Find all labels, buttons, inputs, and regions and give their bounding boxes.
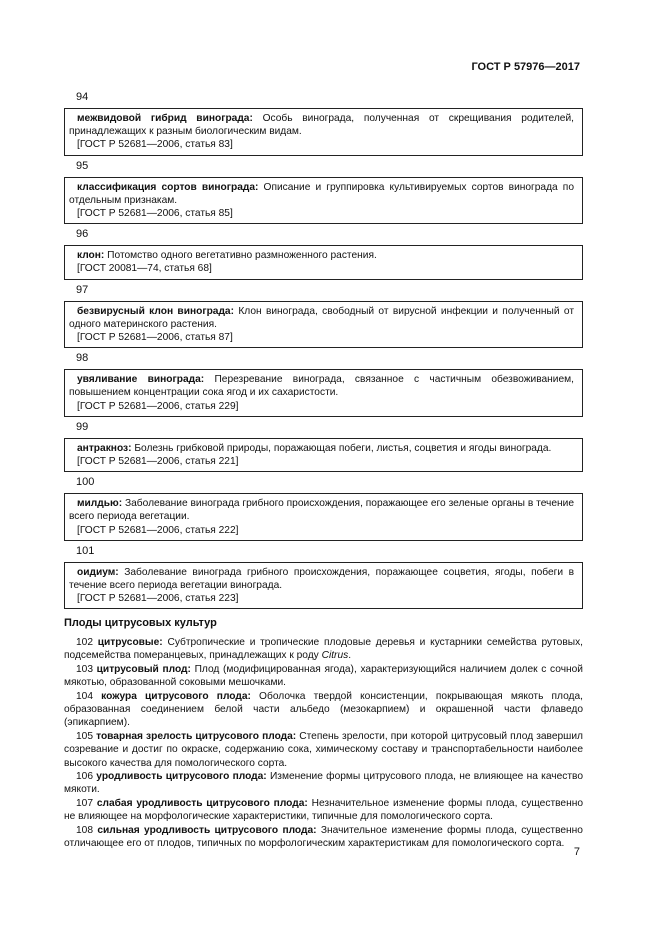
entry-definition: Описание и группировка культивируемых сортов винограда по отдельным признакам. [69, 181, 574, 206]
term-entry [64, 475, 583, 541]
term-entries [64, 90, 583, 612]
entry-definition: Клон винограда, свободный от вирусной инфекции и полученный от одного материнского растения. [69, 305, 574, 330]
entry-box [64, 108, 583, 156]
entry-reference: [ГОСТ Р 52681—2006, статья 223] [77, 593, 239, 605]
paragraph-term: слабая уродливость цитрусового плода: [96, 797, 308, 809]
document-id: ГОСТ Р 57976—2017 [471, 61, 580, 73]
paragraph: 106 уродливость цитрусового плода: Изменение формы цитрусового плода, не влияющее на качество мякоти. [64, 771, 583, 796]
entry-definition: Особь винограда, полученная от скрещивания родителей, принадлежащих к разным биологическим видам. [69, 113, 574, 138]
term-entry [64, 544, 583, 610]
term-entry [64, 420, 583, 472]
entry-term: антракноз: [77, 442, 132, 454]
entry-term: милдью: [77, 498, 123, 510]
entry-term: межвидовой гибрид винограда: [77, 113, 253, 124]
paragraph-term: кожура цитрусового плода: [101, 690, 251, 702]
entry-number: 96 [76, 228, 89, 241]
entry-term: безвирусный клон винограда: [77, 305, 234, 317]
paragraph-term: цитрусовые: [97, 637, 163, 648]
entry-reference: [ГОСТ Р 52681—2006, статья 87] [77, 332, 233, 344]
paragraph-term: сильная уродливость цитрусового плода: [97, 824, 317, 836]
entry-box [64, 245, 583, 279]
entry-box [64, 369, 583, 417]
term-entry [64, 227, 583, 279]
entry-definition: Потомство одного вегетативно размноженного растения. [104, 250, 377, 262]
entry-term: классификация сортов винограда: [77, 181, 259, 193]
paragraph: 103 цитрусовый плод: Плод (модифицированная ягода), характеризующийся наличием долек с сочной мякотью, образованной соковыми мешочками. [64, 663, 583, 689]
paragraph: 107 слабая уродливость цитрусового плода: Незначительное изменение формы плода, существенно не влияющее на морфологические характеристики, типичные для помологического сорта. [64, 797, 583, 823]
entry-definition: Болезнь грибковой природы, поражающая побеги, листья, соцветия и ягоды винограда. [131, 442, 552, 454]
term-entry [64, 283, 583, 349]
paragraph: 104 кожура цитрусового плода: Оболочка твердой консистенции, покрывающая мякоть плода, образованная соединением белой части альбедо (мезокарпием) и окрашенной части флаведо (эпикарпием). [64, 690, 583, 729]
entry-number: 101 [76, 544, 95, 557]
paragraph: 108 сильная уродливость цитрусового плода: Значительное изменение формы плода, существенно отличающее его от плодов, типичных по морфологическим характеристикам для помологического сорта. [64, 824, 583, 850]
entry-reference: [ГОСТ Р 52681—2006, статья 229] [77, 400, 239, 412]
term-entry [64, 159, 583, 225]
entry-number: 99 [76, 420, 89, 433]
entry-box [64, 301, 583, 349]
entry-definition: Заболевание винограда грибного происхождения, поражающее соцветия, ягоды, побеги в течение всего периода вегетации винограда. [69, 566, 574, 592]
entry-number: 95 [76, 159, 89, 172]
entry-reference: [ГОСТ 20081—74, статья 68] [77, 263, 212, 275]
entry-box [64, 177, 583, 225]
paragraph: 105 товарная зрелость цитрусового плода: Степень зрелости, при которой цитрусовый плод завершил созревание и достиг по окраске, содержанию сока, химическому составу и транспортабельности наиболее высокого качества для помологического сорта. [64, 730, 583, 769]
paragraph-term: товарная зрелость цитрусового плода: [96, 730, 297, 742]
entry-definition: Заболевание винограда грибного происхождения, поражающее его зеленые органы в течение всего периода вегетации. [69, 498, 574, 523]
citrus-terms [64, 636, 583, 851]
entry-reference: [ГОСТ Р 52681—2006, статья 221] [77, 456, 239, 468]
entry-term: увяливание винограда: [77, 374, 205, 386]
term-entry [64, 90, 583, 156]
entry-reference: [ГОСТ Р 52681—2006, статья 85] [77, 208, 233, 220]
entry-reference: [ГОСТ Р 52681—2006, статья 222] [77, 524, 239, 536]
entry-box [64, 493, 583, 541]
entry-reference: [ГОСТ Р 52681—2006, статья 83] [77, 139, 233, 151]
paragraph-term: цитрусовый плод: [96, 663, 191, 675]
section-title: Плоды цитрусовых культур [64, 617, 217, 629]
entry-number: 98 [76, 352, 89, 365]
page-number: 7 [573, 846, 580, 858]
entry-box [64, 438, 583, 472]
paragraph: 102 цитрусовые: Субтропические и тропические плодовые деревья и кустарники семейства рутовых, подсемейства померанцевых, принадлежащих к роду Citrus. [64, 637, 583, 662]
entry-box [64, 562, 583, 610]
paragraph-term: уродливость цитрусового плода: [96, 771, 267, 783]
entry-number: 94 [76, 91, 89, 103]
entry-number: 97 [76, 283, 89, 296]
entry-number: 100 [76, 476, 95, 489]
entry-term: клон: [77, 250, 105, 262]
entry-term: оидиум: [77, 566, 119, 578]
term-entry [64, 351, 583, 417]
entry-definition: Перезревание винограда, связанное с частичным обезвоживанием, повышением концентрации сока ягод и их сахаристости. [69, 374, 574, 399]
